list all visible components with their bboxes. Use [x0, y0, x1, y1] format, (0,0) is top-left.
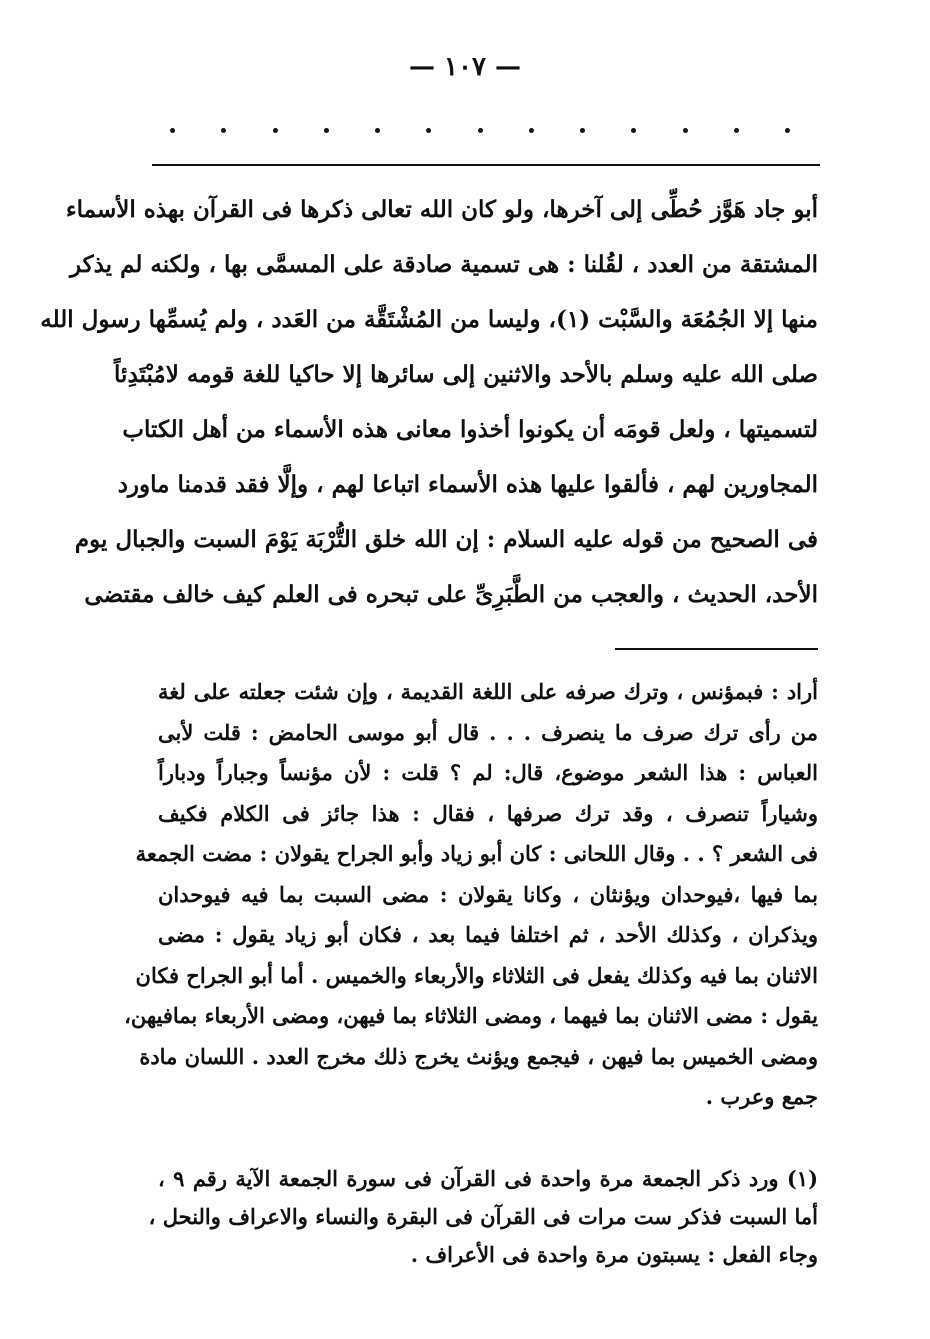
note-line: ومضى الخميس بما فيهن ، فيجمع ويؤنث يخرج ذلك مخرج العدد . اللسان مادة: [139, 1043, 818, 1069]
dot-ornament: [580, 128, 585, 133]
dot-ornament: [324, 128, 329, 133]
note-line: وشياراً تنصرف ، وقد ترك صرفها ، فقال : هذا جائز فى الكلام فكيف: [158, 800, 818, 826]
dot-ornament: [426, 128, 431, 133]
footnote-line: (١) ورد ذكر الجمعة مرة واحدة فى القرآن فى سورة الجمعة الآية رقم ٩ ،: [158, 1166, 819, 1191]
dot-ornament: [170, 128, 175, 133]
body-line: لتسميتها ، ولعل قومَه أن يكونوا أخذوا معانى هذه الأسماء من أهل الكتاب: [122, 416, 818, 443]
body-line: المشتقة من العدد ، لقُلنا : هى تسمية صادقة على المسمَّى بها ، ولكنه لم يذكر: [69, 251, 818, 278]
note-line: العباس : هذا الشعر موضوع، قال: لم ؟ قلت : لأن مؤنساً وجباراً ودباراً: [158, 760, 818, 785]
main-body-text: [40, 182, 818, 622]
body-line: فى الصحيح من قوله عليه السلام : إن الله خلق التُّرْبَة يَوْمَ السبت والجبال يوم: [74, 526, 818, 553]
dot-ornament: [683, 128, 688, 133]
body-line: منها إلا الجُمُعَة والسَّبْت (١)، وليسا من المُشْتَقَّة من العَدد ، ولم يُسمِّها رسول الله: [40, 306, 818, 333]
continued-notes-text: [124, 672, 818, 1118]
footnote-line: وجاء الفعل : يسبتون مرة واحدة فى الأعراف .: [410, 1242, 818, 1267]
note-line: من رأى ترك صرف ما ينصرف . . . قال أبو موسى الحامض : قلت لأبى: [158, 719, 818, 745]
note-line: ويذكران ، وكذلك الأحد ، ثم اختلفا فيما بعد ، فكان أبو زياد يقول : مضى: [158, 922, 818, 947]
footnote-1: [148, 1160, 819, 1274]
note-line: أراد : فبمؤنس ، وترك صرفه على اللغة القديمة ، وإن شئت جعلته على لغة: [158, 679, 818, 704]
dot-ornament: [221, 128, 226, 133]
dot-ornament: [273, 128, 278, 133]
dot-ornament: [631, 128, 636, 133]
ornamental-dots: [170, 128, 790, 133]
note-line: فى الشعر ؟ . . وقال اللحانى : كان أبو زياد وأبو الجراح يقولان : مضت الجمعة: [135, 841, 818, 866]
body-line: المجاورين لهم ، فألقوا عليها هذه الأسماء اتباعا لهم ، وإلَّا فقد قدمنا ماورد: [117, 471, 818, 498]
dot-ornament: [478, 128, 483, 133]
body-line: صلى الله عليه وسلم بالأحد والاثنين إلى سائرها إلا حاكيا للغة قومه لامُبْتَدِئاً: [114, 361, 818, 388]
page-number: — ١٠٧ —: [408, 52, 522, 82]
dot-ornament: [375, 128, 380, 133]
note-line: الاثنان بما فيه وكذلك يفعل فى الثلاثاء والأربعاء والخميس . أما أبو الجراح فكان: [135, 962, 818, 988]
dot-ornament: [734, 128, 739, 133]
notes-separator-rule: [615, 648, 818, 650]
note-line: بما فيها ،فيوحدان ويؤنثان ، وكانا يقولان : مضى السبت بما فيه فيوحدان: [158, 881, 818, 907]
body-line: أبو جاد هَوَّز حُطِّى إلى آخرها، ولو كان الله تعالى ذكرها فى القرآن بهذه الأسماء: [65, 196, 818, 223]
note-line: جمع وعرب .: [705, 1084, 818, 1109]
note-line: يقول : مضى الاثنان بما فيهما ، ومضى الثلاثاء بما فيهن، ومضى الأربعاء بمافيهن،: [124, 1003, 818, 1028]
footnote-line: أما السبت فذكر ست مرات فى القرآن فى البقرة والنساء والاعراف والنحل ،: [148, 1204, 818, 1229]
body-line: الأحد، الحديث ، والعجب من الطَّبَرِىِّ على تبحره فى العلم كيف خالف مقتضى: [84, 581, 818, 608]
header-rule: [152, 164, 820, 166]
dot-ornament: [529, 128, 534, 133]
dot-ornament: [785, 128, 790, 133]
